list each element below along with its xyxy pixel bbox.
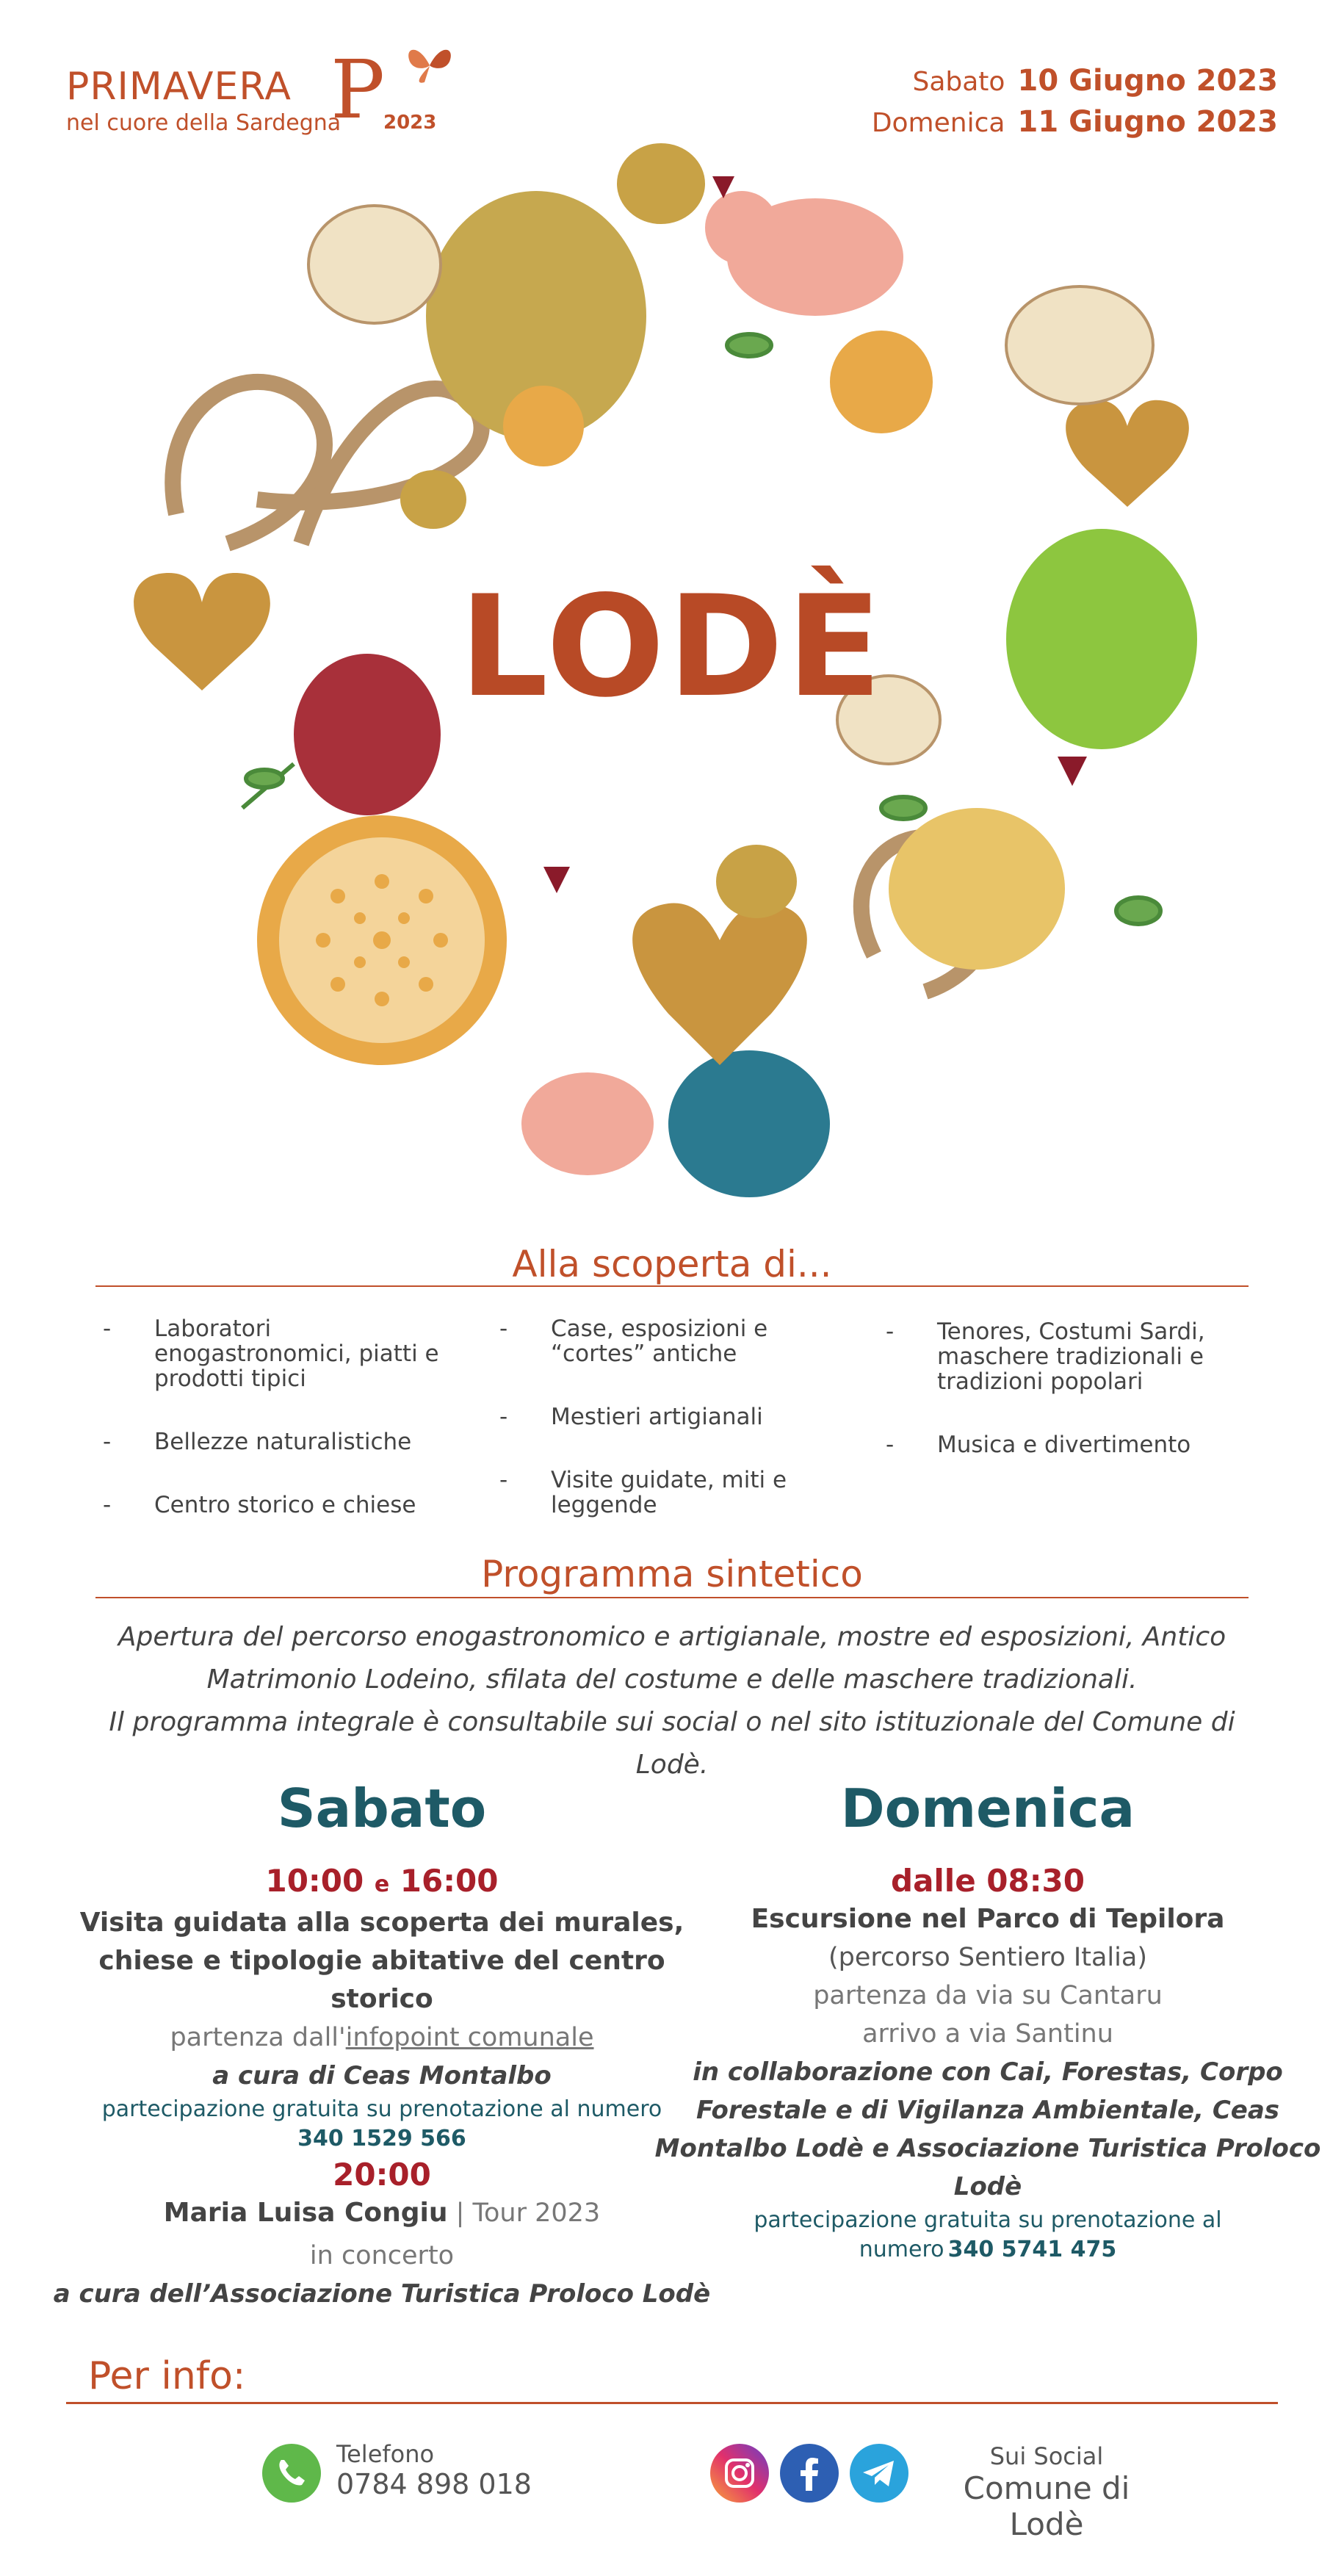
event-collaboration: Lodè bbox=[953, 2172, 1022, 2201]
event-booking: partecipazione gratuita su prenotazione al bbox=[754, 2207, 1222, 2233]
event-departure bbox=[44, 2018, 720, 2057]
phone-contact bbox=[336, 2440, 532, 2500]
discover-column-2 bbox=[492, 1316, 815, 1556]
social-account[interactable]: Comune di Lodè bbox=[963, 2470, 1130, 2542]
event-time: dalle 08:30 bbox=[891, 1863, 1085, 1899]
event-booking: partecipazione gratuita su prenotazione al numero bbox=[101, 2096, 662, 2122]
event-collaboration: Montalbo Lodè e Associazione Turistica Proloco bbox=[654, 2134, 1321, 2163]
phone-label: Telefono bbox=[336, 2440, 435, 2468]
event-phone[interactable]: 340 5741 475 bbox=[947, 2237, 1117, 2262]
discover-divider bbox=[95, 1285, 1249, 1287]
event-booking-line bbox=[646, 2235, 1329, 2267]
event-arrival: arrivo a via Santinu bbox=[862, 2019, 1113, 2049]
info-divider bbox=[66, 2402, 1278, 2404]
saturday-heading: Sabato bbox=[277, 1778, 487, 1839]
brand-title: PRIMAVERA bbox=[66, 65, 292, 109]
social-contact bbox=[925, 2442, 1168, 2542]
list-item: - Musica e divertimento bbox=[878, 1432, 1253, 1457]
list-item: - Mestieri artigianali bbox=[492, 1404, 815, 1429]
brand-subtitle: nel cuore della Sardegna bbox=[66, 110, 342, 136]
event-subtitle: in concerto bbox=[309, 2241, 455, 2270]
program-line: Il programma integrale è consultabile sui social o nel sito istituzionale del Comune di Lodè. bbox=[109, 1707, 1235, 1780]
discover-column-1 bbox=[95, 1316, 470, 1556]
sun-bread-illustration bbox=[257, 815, 507, 1065]
program-line: Matrimonio Lodeino, sfilata del costume e delle maschere tradizionali. bbox=[206, 1664, 1138, 1695]
event-time: 20:00 bbox=[333, 2157, 431, 2193]
discover-heading: Alla scoperta di... bbox=[512, 1243, 832, 1285]
event-title: Visita guidata alla scoperta dei murales, bbox=[79, 1908, 684, 1938]
date-day: Sabato bbox=[912, 67, 1005, 97]
telegram-icon[interactable] bbox=[848, 2442, 910, 2504]
list-item: - Tenores, Costumi Sardi, maschere tradizionali e tradizioni popolari bbox=[878, 1319, 1253, 1394]
departure-prefix: partenza dall' bbox=[170, 2023, 346, 2052]
discover-column-3 bbox=[878, 1319, 1253, 1496]
butterfly-icon bbox=[404, 40, 455, 91]
program-divider bbox=[95, 1597, 1249, 1598]
tour-name: | Tour 2023 bbox=[447, 2198, 601, 2228]
program-line: Apertura del percorso enogastronomico e artigianale, mostre ed esposizioni, Antico bbox=[118, 1622, 1226, 1652]
info-heading: Per info: bbox=[88, 2354, 246, 2398]
event-departure: partenza da via su Cantaru bbox=[813, 1981, 1163, 2010]
whatsapp-phone-icon[interactable] bbox=[261, 2442, 322, 2504]
time-second: 16:00 bbox=[400, 1863, 499, 1899]
event-organizer: a cura di Ceas Montalbo bbox=[212, 2061, 552, 2090]
event-time bbox=[44, 1862, 720, 1904]
event-organizer: a cura dell’Associazione Turistica Proloco Lodè bbox=[53, 2279, 711, 2309]
date-day: Domenica bbox=[871, 108, 1005, 138]
artist-name: Maria Luisa Congiu bbox=[163, 2198, 448, 2228]
brand-p-letter: P bbox=[330, 43, 386, 137]
list-item: - Laboratori enogastronomici, piatti e prodotti tipici bbox=[95, 1316, 470, 1391]
saturday-event-concert bbox=[44, 2156, 720, 2313]
time-join: e bbox=[374, 1872, 390, 1897]
event-title: chiese e tipologie abitative del centro storico bbox=[98, 1946, 665, 2014]
facebook-icon[interactable] bbox=[778, 2442, 840, 2504]
brand-year: 2023 bbox=[383, 112, 437, 134]
list-item: - Bellezze naturalistiche bbox=[95, 1429, 470, 1454]
list-item: - Visite guidate, miti e leggende bbox=[492, 1468, 815, 1518]
phone-number[interactable]: 0784 898 018 bbox=[336, 2468, 532, 2500]
booking-label: numero bbox=[859, 2237, 944, 2262]
brand-logo bbox=[66, 43, 437, 137]
social-label: Sui Social bbox=[989, 2442, 1104, 2470]
event-title: Escursione nel Parco di Tepilora bbox=[751, 1904, 1225, 1934]
sunday-event-excursion bbox=[646, 1862, 1329, 2267]
event-collaboration: Forestale e di Vigilanza Ambientale, Ceas bbox=[696, 2096, 1280, 2125]
list-item: - Centro storico e chiese bbox=[95, 1493, 470, 1518]
sunday-heading: Domenica bbox=[840, 1778, 1135, 1839]
date-line-saturday bbox=[872, 63, 1278, 104]
date-value: 10 Giugno 2023 bbox=[1017, 64, 1278, 98]
page-title: LODÈ bbox=[459, 566, 885, 728]
saturday-event-guided-tour bbox=[44, 1862, 720, 2154]
list-item: - Case, esposizioni e “cortes” antiche bbox=[492, 1316, 815, 1366]
date-value: 11 Giugno 2023 bbox=[1017, 105, 1278, 139]
event-route: (percorso Sentiero Italia) bbox=[828, 1943, 1147, 1972]
program-summary bbox=[73, 1616, 1271, 1786]
time-start: 10:00 bbox=[265, 1863, 364, 1899]
event-collaboration: in collaborazione con Cai, Forestas, Corpo bbox=[693, 2057, 1283, 2087]
event-phone[interactable]: 340 1529 566 bbox=[297, 2126, 466, 2151]
instagram-icon[interactable] bbox=[709, 2442, 770, 2504]
infopoint-link[interactable]: infopoint comunale bbox=[345, 2023, 594, 2052]
event-title bbox=[44, 2194, 720, 2237]
program-heading: Programma sintetico bbox=[481, 1553, 863, 1595]
